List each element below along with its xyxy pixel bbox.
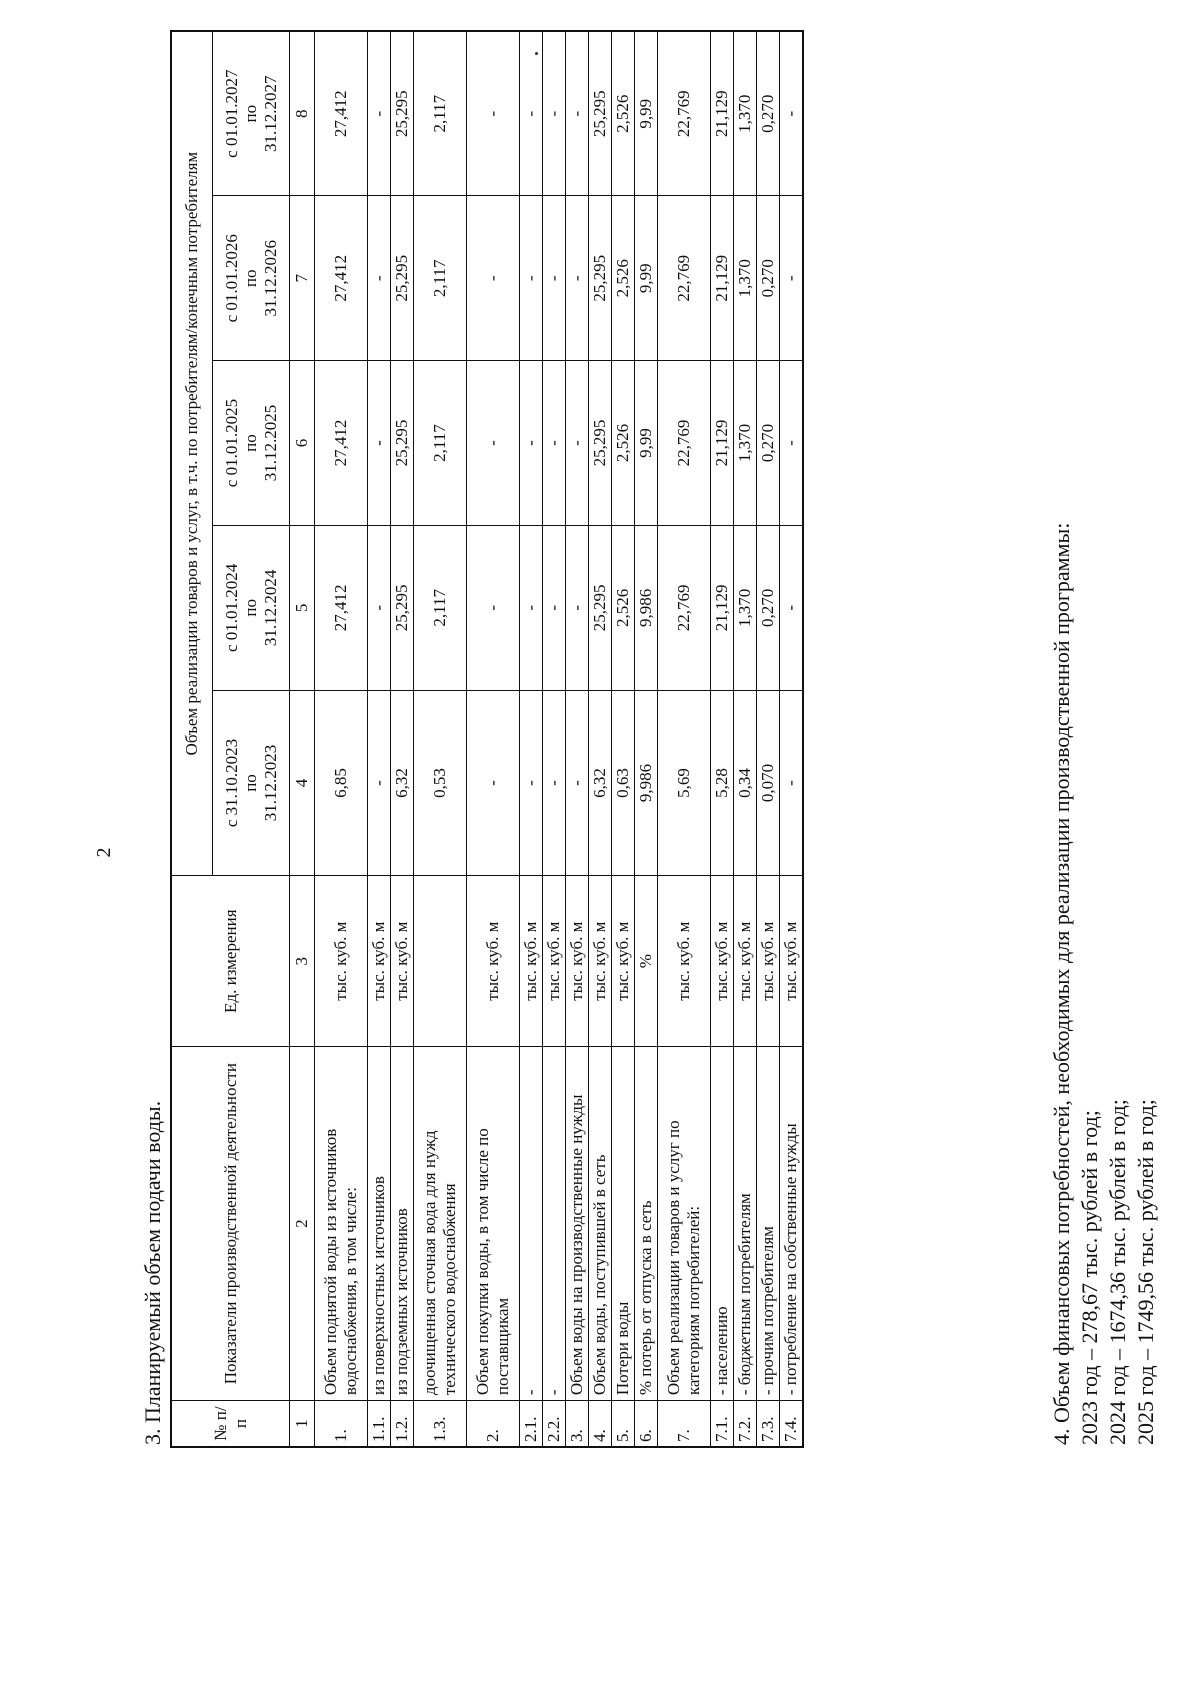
header-period-line: по bbox=[241, 774, 261, 792]
column-index: 4 bbox=[290, 690, 315, 876]
row-number: 6. bbox=[635, 1401, 658, 1447]
row-number: 1.1. bbox=[368, 1401, 391, 1447]
row-unit: тыс. куб. м bbox=[467, 876, 520, 1047]
table-row bbox=[780, 31, 804, 1447]
row-value: 21,129 bbox=[711, 31, 734, 196]
row-unit: тыс. куб. м bbox=[780, 876, 804, 1047]
row-value: 1,370 bbox=[734, 525, 757, 690]
table-row bbox=[315, 31, 368, 1447]
table-row bbox=[711, 31, 734, 1447]
table-row bbox=[589, 31, 612, 1447]
row-value: - bbox=[368, 361, 391, 526]
row-value: 0,070 bbox=[757, 690, 780, 876]
table-row bbox=[467, 31, 520, 1447]
row-value: - bbox=[520, 361, 543, 526]
row-unit: тыс. куб. м bbox=[368, 876, 391, 1047]
row-unit: тыс. куб. м bbox=[612, 876, 635, 1047]
section-title: 3. Планируемый объем подачи воды. bbox=[140, 1100, 165, 1445]
row-value: - bbox=[368, 690, 391, 876]
row-number: 2.2. bbox=[543, 1401, 566, 1447]
row-value: 6,85 bbox=[315, 690, 368, 876]
row-value: - bbox=[368, 525, 391, 690]
row-value: 2,526 bbox=[612, 361, 635, 526]
row-unit: тыс. куб. м bbox=[543, 876, 566, 1047]
row-value: 1,370 bbox=[734, 196, 757, 361]
header-period bbox=[213, 196, 290, 361]
table-row bbox=[391, 31, 414, 1447]
row-value: 27,412 bbox=[315, 31, 368, 196]
row-value: 22,769 bbox=[658, 525, 711, 690]
row-value: 25,295 bbox=[589, 31, 612, 196]
row-label: % потерь от отпуска в сеть bbox=[635, 1047, 658, 1401]
row-label: Объем покупки воды, в том числе по поставщикам bbox=[467, 1047, 520, 1401]
table-row bbox=[757, 31, 780, 1447]
row-value: 25,295 bbox=[391, 196, 414, 361]
row-value: - bbox=[520, 525, 543, 690]
row-label: - bbox=[520, 1047, 543, 1401]
row-value: - bbox=[467, 361, 520, 526]
row-label: - потребление на собственные нужды bbox=[780, 1047, 804, 1401]
row-value: 0,270 bbox=[757, 361, 780, 526]
row-label: Объем воды на производственные нужды bbox=[566, 1047, 589, 1401]
row-value: - bbox=[543, 525, 566, 690]
column-index: 3 bbox=[290, 876, 315, 1047]
row-value: 2,117 bbox=[414, 196, 467, 361]
column-index: 2 bbox=[290, 1047, 315, 1401]
row-value: - bbox=[780, 196, 804, 361]
row-value: - bbox=[780, 361, 804, 526]
header-group: Объем реализации товаров и услуг, в т.ч. по потребителям/конечным потребителям bbox=[171, 31, 213, 876]
table-row bbox=[734, 31, 757, 1447]
column-index: 6 bbox=[290, 361, 315, 526]
row-unit: тыс. куб. м bbox=[315, 876, 368, 1047]
row-label: Объем поднятой воды из источников водоснабжения, в том числе: bbox=[315, 1047, 368, 1401]
column-index: 1 bbox=[290, 1401, 315, 1447]
header-period-line: 31.12.2023 bbox=[260, 744, 280, 822]
header-period-line: с 31.10.2023 bbox=[221, 738, 241, 828]
row-value: 1,370 bbox=[734, 361, 757, 526]
row-value: 9,99 bbox=[635, 31, 658, 196]
table-row bbox=[414, 31, 467, 1447]
header-period-line: по bbox=[241, 104, 261, 123]
row-value: 27,412 bbox=[315, 525, 368, 690]
column-index: 8 bbox=[290, 31, 315, 196]
header-period-line: 31.12.2024 bbox=[260, 569, 280, 647]
row-number: 7.1. bbox=[711, 1401, 734, 1447]
column-index: 7 bbox=[290, 196, 315, 361]
row-value: 2,117 bbox=[414, 31, 467, 196]
row-unit bbox=[414, 876, 467, 1047]
row-value: 25,295 bbox=[391, 31, 414, 196]
row-number: 1. bbox=[315, 1401, 368, 1447]
table-row bbox=[543, 31, 566, 1447]
row-number: 2. bbox=[467, 1401, 520, 1447]
row-value: 0,270 bbox=[757, 525, 780, 690]
table-row bbox=[566, 31, 589, 1447]
header-num: № п/п bbox=[171, 1401, 290, 1447]
row-value: - bbox=[543, 690, 566, 876]
row-number: 3. bbox=[566, 1401, 589, 1447]
row-unit: тыс. куб. м bbox=[757, 876, 780, 1047]
row-value: 9,99 bbox=[635, 361, 658, 526]
row-label: Объем реализации товаров и услуг по категориям потребителей: bbox=[658, 1047, 711, 1401]
row-label: Потери воды bbox=[612, 1047, 635, 1401]
header-period-line: с 01.01.2025 bbox=[221, 398, 241, 488]
row-value: 0,270 bbox=[757, 31, 780, 196]
row-label: из подземных источников bbox=[391, 1047, 414, 1401]
financial-line-2023: 2023 год – 278,67 тыс. рублей в год; bbox=[1077, 1110, 1102, 1445]
header-period-line: по bbox=[241, 434, 261, 452]
row-number: 1.2. bbox=[391, 1401, 414, 1447]
row-number: 7. bbox=[658, 1401, 711, 1447]
header-period-line: с 01.01.2024 bbox=[221, 563, 241, 652]
row-value: 0,63 bbox=[612, 690, 635, 876]
row-number: 7.3. bbox=[757, 1401, 780, 1447]
row-value: 27,412 bbox=[315, 196, 368, 361]
row-value: - bbox=[780, 31, 804, 196]
row-value: 25,295 bbox=[391, 525, 414, 690]
row-value: - bbox=[780, 690, 804, 876]
table-row bbox=[368, 31, 391, 1447]
header-period-line: 31.12.2025 bbox=[260, 404, 280, 482]
row-value: - bbox=[543, 31, 566, 196]
row-number: 5. bbox=[612, 1401, 635, 1447]
row-value: 0,270 bbox=[757, 196, 780, 361]
row-value: 5,28 bbox=[711, 690, 734, 876]
row-label: доочищенная сточная вода для нужд технического водоснабжения bbox=[414, 1047, 467, 1401]
header-period-line: 31.12.2026 bbox=[260, 240, 280, 317]
header-period-line: по bbox=[241, 599, 261, 617]
row-value: 22,769 bbox=[658, 196, 711, 361]
row-value: 9,99 bbox=[635, 196, 658, 361]
row-value: - bbox=[566, 31, 589, 196]
row-value: - bbox=[467, 31, 520, 196]
header-period bbox=[213, 31, 290, 196]
row-value: 25,295 bbox=[589, 525, 612, 690]
row-unit: тыс. куб. м bbox=[711, 876, 734, 1047]
header-period bbox=[213, 361, 290, 526]
row-value: 25,295 bbox=[589, 361, 612, 526]
header-period bbox=[213, 690, 290, 876]
row-value: 21,129 bbox=[711, 196, 734, 361]
financial-needs bbox=[1048, 523, 1160, 1445]
header-period-line: с 01.01.2027 bbox=[221, 69, 241, 158]
row-value: 25,295 bbox=[589, 196, 612, 361]
row-unit: тыс. куб. м bbox=[391, 876, 414, 1047]
row-value: - bbox=[520, 196, 543, 361]
row-value: - bbox=[566, 525, 589, 690]
row-value: 1,370 bbox=[734, 31, 757, 196]
row-value: 2,117 bbox=[414, 525, 467, 690]
row-value: - bbox=[520, 31, 543, 196]
row-unit: тыс. куб. м bbox=[658, 876, 711, 1047]
table-row bbox=[612, 31, 635, 1447]
row-value: 21,129 bbox=[711, 525, 734, 690]
row-value: 2,526 bbox=[612, 31, 635, 196]
row-unit: тыс. куб. м bbox=[566, 876, 589, 1047]
row-value: 21,129 bbox=[711, 361, 734, 526]
table-row bbox=[635, 31, 658, 1447]
row-value: - bbox=[520, 690, 543, 876]
row-number: 2.1. bbox=[520, 1401, 543, 1447]
header-unit: Ед. измерения bbox=[171, 876, 290, 1047]
page-number: 2 bbox=[93, 847, 115, 858]
row-value: 9,986 bbox=[635, 690, 658, 876]
row-label: - населению bbox=[711, 1047, 734, 1401]
table-row bbox=[520, 31, 543, 1447]
table-row bbox=[658, 31, 711, 1447]
row-label: из поверхностных источников bbox=[368, 1047, 391, 1401]
financial-line-2024: 2024 год – 1674,36 тыс. рублей в год; bbox=[1105, 1099, 1130, 1445]
row-value: 5,69 bbox=[658, 690, 711, 876]
row-value: 22,769 bbox=[658, 31, 711, 196]
row-unit: тыс. куб. м bbox=[589, 876, 612, 1047]
row-value: - bbox=[780, 525, 804, 690]
row-value: 2,526 bbox=[612, 525, 635, 690]
row-value: 27,412 bbox=[315, 361, 368, 526]
row-label: - прочим потребителям bbox=[757, 1047, 780, 1401]
row-value: - bbox=[566, 690, 589, 876]
row-unit: % bbox=[635, 876, 658, 1047]
row-value: 0,53 bbox=[414, 690, 467, 876]
row-label: - бюджетным потребителям bbox=[734, 1047, 757, 1401]
row-value: 2,526 bbox=[612, 196, 635, 361]
column-index: 5 bbox=[290, 525, 315, 690]
row-value: - bbox=[467, 196, 520, 361]
row-value: 22,769 bbox=[658, 361, 711, 526]
row-unit: тыс. куб. м bbox=[734, 876, 757, 1047]
row-value: - bbox=[543, 361, 566, 526]
row-value: - bbox=[368, 31, 391, 196]
row-value: - bbox=[566, 361, 589, 526]
row-value: - bbox=[368, 196, 391, 361]
header-period-line: с 01.01.2026 bbox=[221, 234, 241, 323]
financial-line-2025: 2025 год – 1749,56 тыс. рублей в год; bbox=[1133, 1099, 1158, 1445]
header-period bbox=[213, 525, 290, 690]
row-value: 2,117 bbox=[414, 361, 467, 526]
header-period-line: по bbox=[241, 269, 261, 288]
row-value: - bbox=[543, 196, 566, 361]
row-number: 7.4. bbox=[780, 1401, 804, 1447]
row-value: - bbox=[467, 525, 520, 690]
row-value: 9,986 bbox=[635, 525, 658, 690]
row-number: 7.2. bbox=[734, 1401, 757, 1447]
row-value: 6,32 bbox=[589, 690, 612, 876]
row-value: - bbox=[566, 196, 589, 361]
row-value: 0,34 bbox=[734, 690, 757, 876]
row-value: - bbox=[467, 690, 520, 876]
financial-needs-heading: 4. Объем финансовых потребностей, необходимых для реализации производственной программы: bbox=[1049, 522, 1074, 1445]
header-indicator: Показатели производственной деятельности bbox=[171, 1047, 290, 1401]
row-unit: тыс. куб. м bbox=[520, 876, 543, 1047]
row-value: 6,32 bbox=[391, 690, 414, 876]
row-number: 1.3. bbox=[414, 1401, 467, 1447]
row-label: Объем воды, поступившей в сеть bbox=[589, 1047, 612, 1401]
water-supply-table bbox=[170, 30, 804, 1448]
row-number: 4. bbox=[589, 1401, 612, 1447]
row-label: - bbox=[543, 1047, 566, 1401]
row-value: 25,295 bbox=[391, 361, 414, 526]
header-period-line: 31.12.2027 bbox=[260, 75, 280, 152]
